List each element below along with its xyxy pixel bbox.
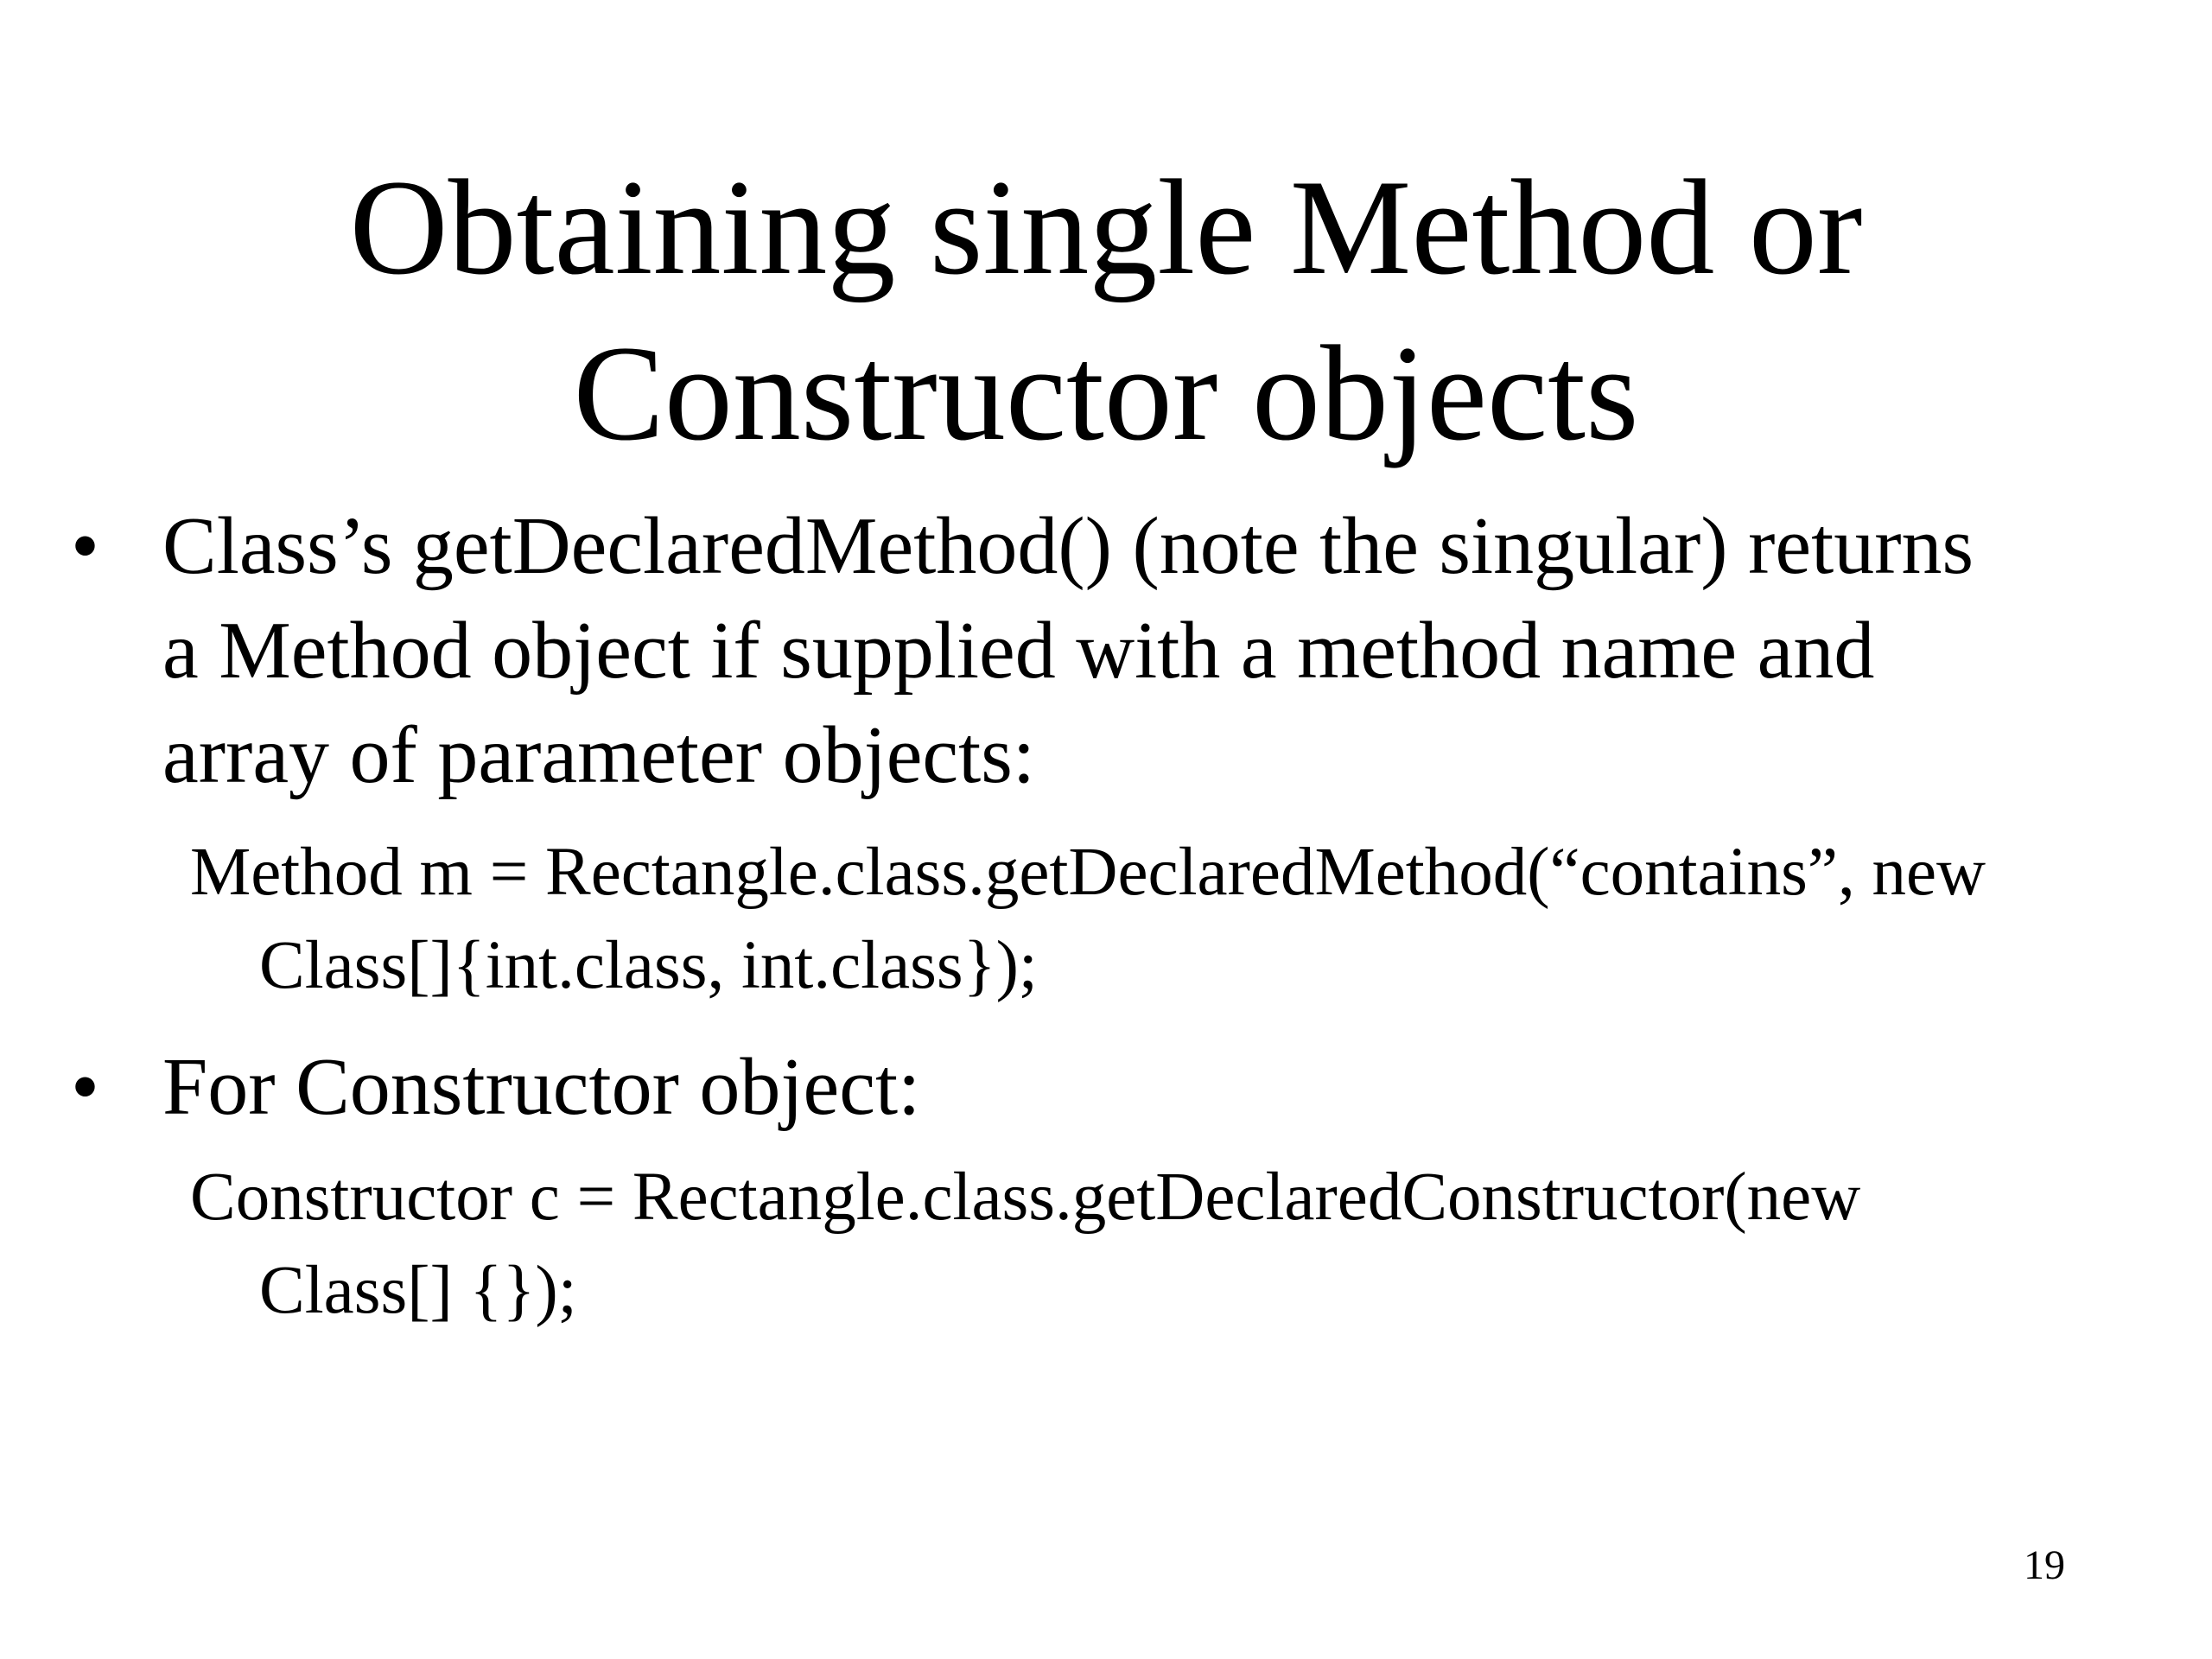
- bullet-marker: •: [71, 501, 99, 591]
- code-line: Class[]{int.class, int.class});: [259, 928, 1038, 1003]
- slide-title-line-2: Constructor objects: [573, 318, 1639, 469]
- bullet-text: [162, 494, 1974, 808]
- slide-title-line-1: Obtaining single Method or: [349, 152, 1863, 303]
- code-line: Class[] {});: [259, 1253, 577, 1328]
- bullet-text-line: a Method object if supplied with a method name and: [162, 606, 1875, 696]
- bullet-text-line: For Constructor object:: [162, 1042, 921, 1132]
- bullet-text-line: Class’s getDeclaredMethod() (note the singular) returns: [162, 501, 1974, 591]
- bullet-text-line: array of parameter objects:: [162, 710, 1035, 800]
- bullet-marker: •: [71, 1042, 99, 1132]
- page-number: 19: [2024, 1542, 2065, 1588]
- code-line: Constructor c = Rectangle.class.getDeclaredConstructor(new: [190, 1160, 1861, 1235]
- slide-title: [0, 145, 2212, 477]
- bullet-text: [162, 1035, 920, 1140]
- code-line: Method m = Rectangle.class.getDeclaredMethod(“contains”, new: [190, 835, 1986, 910]
